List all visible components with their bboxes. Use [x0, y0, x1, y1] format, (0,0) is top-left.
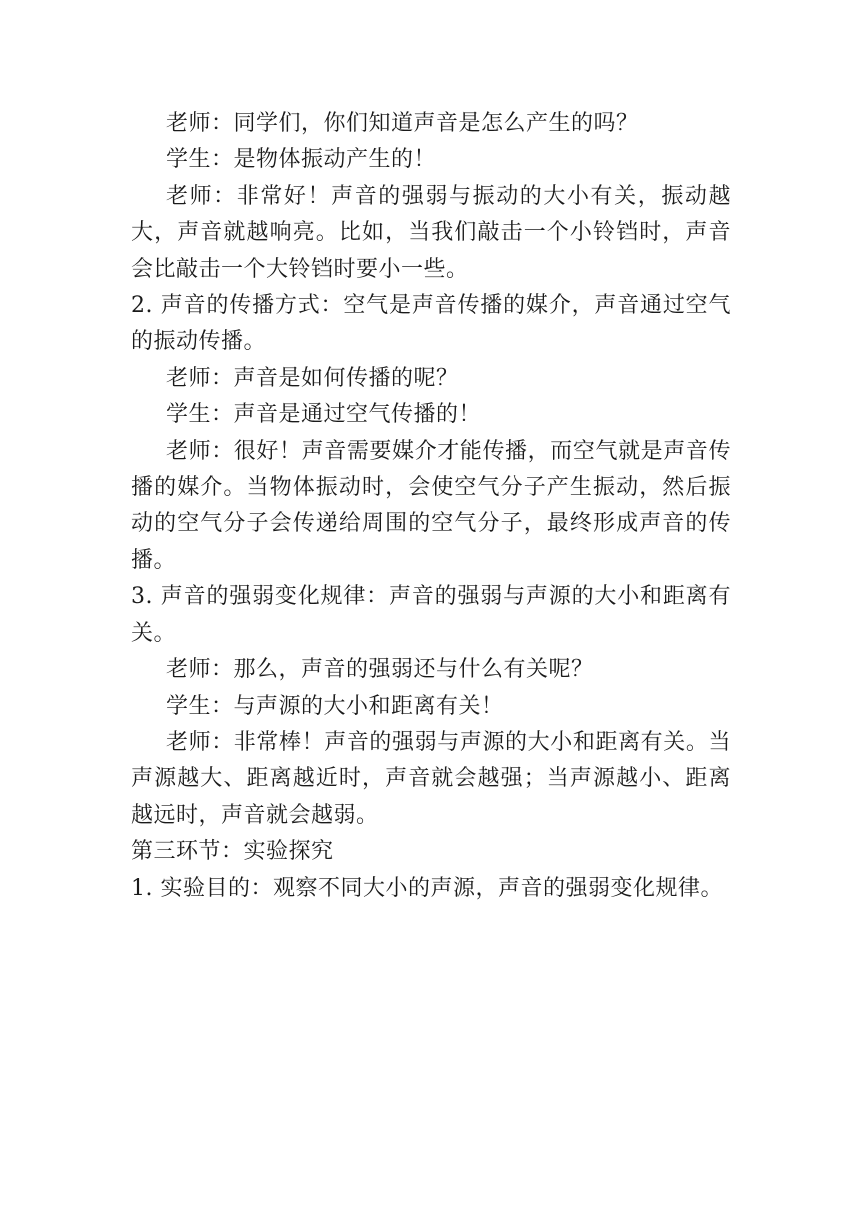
- numbered-item-3: 3. 声音的强弱变化规律：声音的强弱与声源的大小和距离有关。: [131, 584, 731, 646]
- numbered-item-2: 2. 声音的传播方式：空气是声音传播的媒介，声音通过空气的振动传播。: [131, 293, 731, 355]
- dialogue-teacher-3: 老师：声音是如何传播的呢？: [166, 365, 459, 391]
- dialogue-student-3: 学生：与声源的大小和距离有关！: [166, 693, 504, 719]
- section-heading: 第三环节：实验探究: [131, 839, 334, 865]
- dialogue-teacher-6: 老师：非常棒！声音的强弱与声源的大小和距离有关。当声源越大、距离越近时，声音就会越强；当声源越小、距离越远时，声音就会越弱。: [131, 729, 731, 828]
- dialogue-teacher-5: 老师：那么，声音的强弱还与什么有关呢？: [166, 657, 594, 683]
- dialogue-student-1: 学生：是物体振动产生的！: [166, 147, 437, 173]
- dialogue-student-2: 学生：声音是通过空气传播的！: [166, 402, 482, 428]
- document-page: [131, 106, 731, 907]
- dialogue-teacher-4: 老师：很好！声音需要媒介才能传播，而空气就是声音传播的媒介。当物体振动时，会使空气分子产生振动，然后振动的空气分子会传递给周围的空气分子，最终形成声音的传播。: [131, 438, 731, 573]
- dialogue-teacher-2: 老师：非常好！声音的强弱与振动的大小有关，振动越大，声音就越响亮。比如，当我们敲击一个小铃铛时，声音会比敲击一个大铃铛时要小一些。: [131, 183, 731, 282]
- numbered-item-1: 1. 实验目的：观察不同大小的声源，声音的强弱变化规律。: [131, 875, 723, 901]
- dialogue-teacher-1: 老师：同学们，你们知道声音是怎么产生的吗？: [166, 111, 639, 136]
